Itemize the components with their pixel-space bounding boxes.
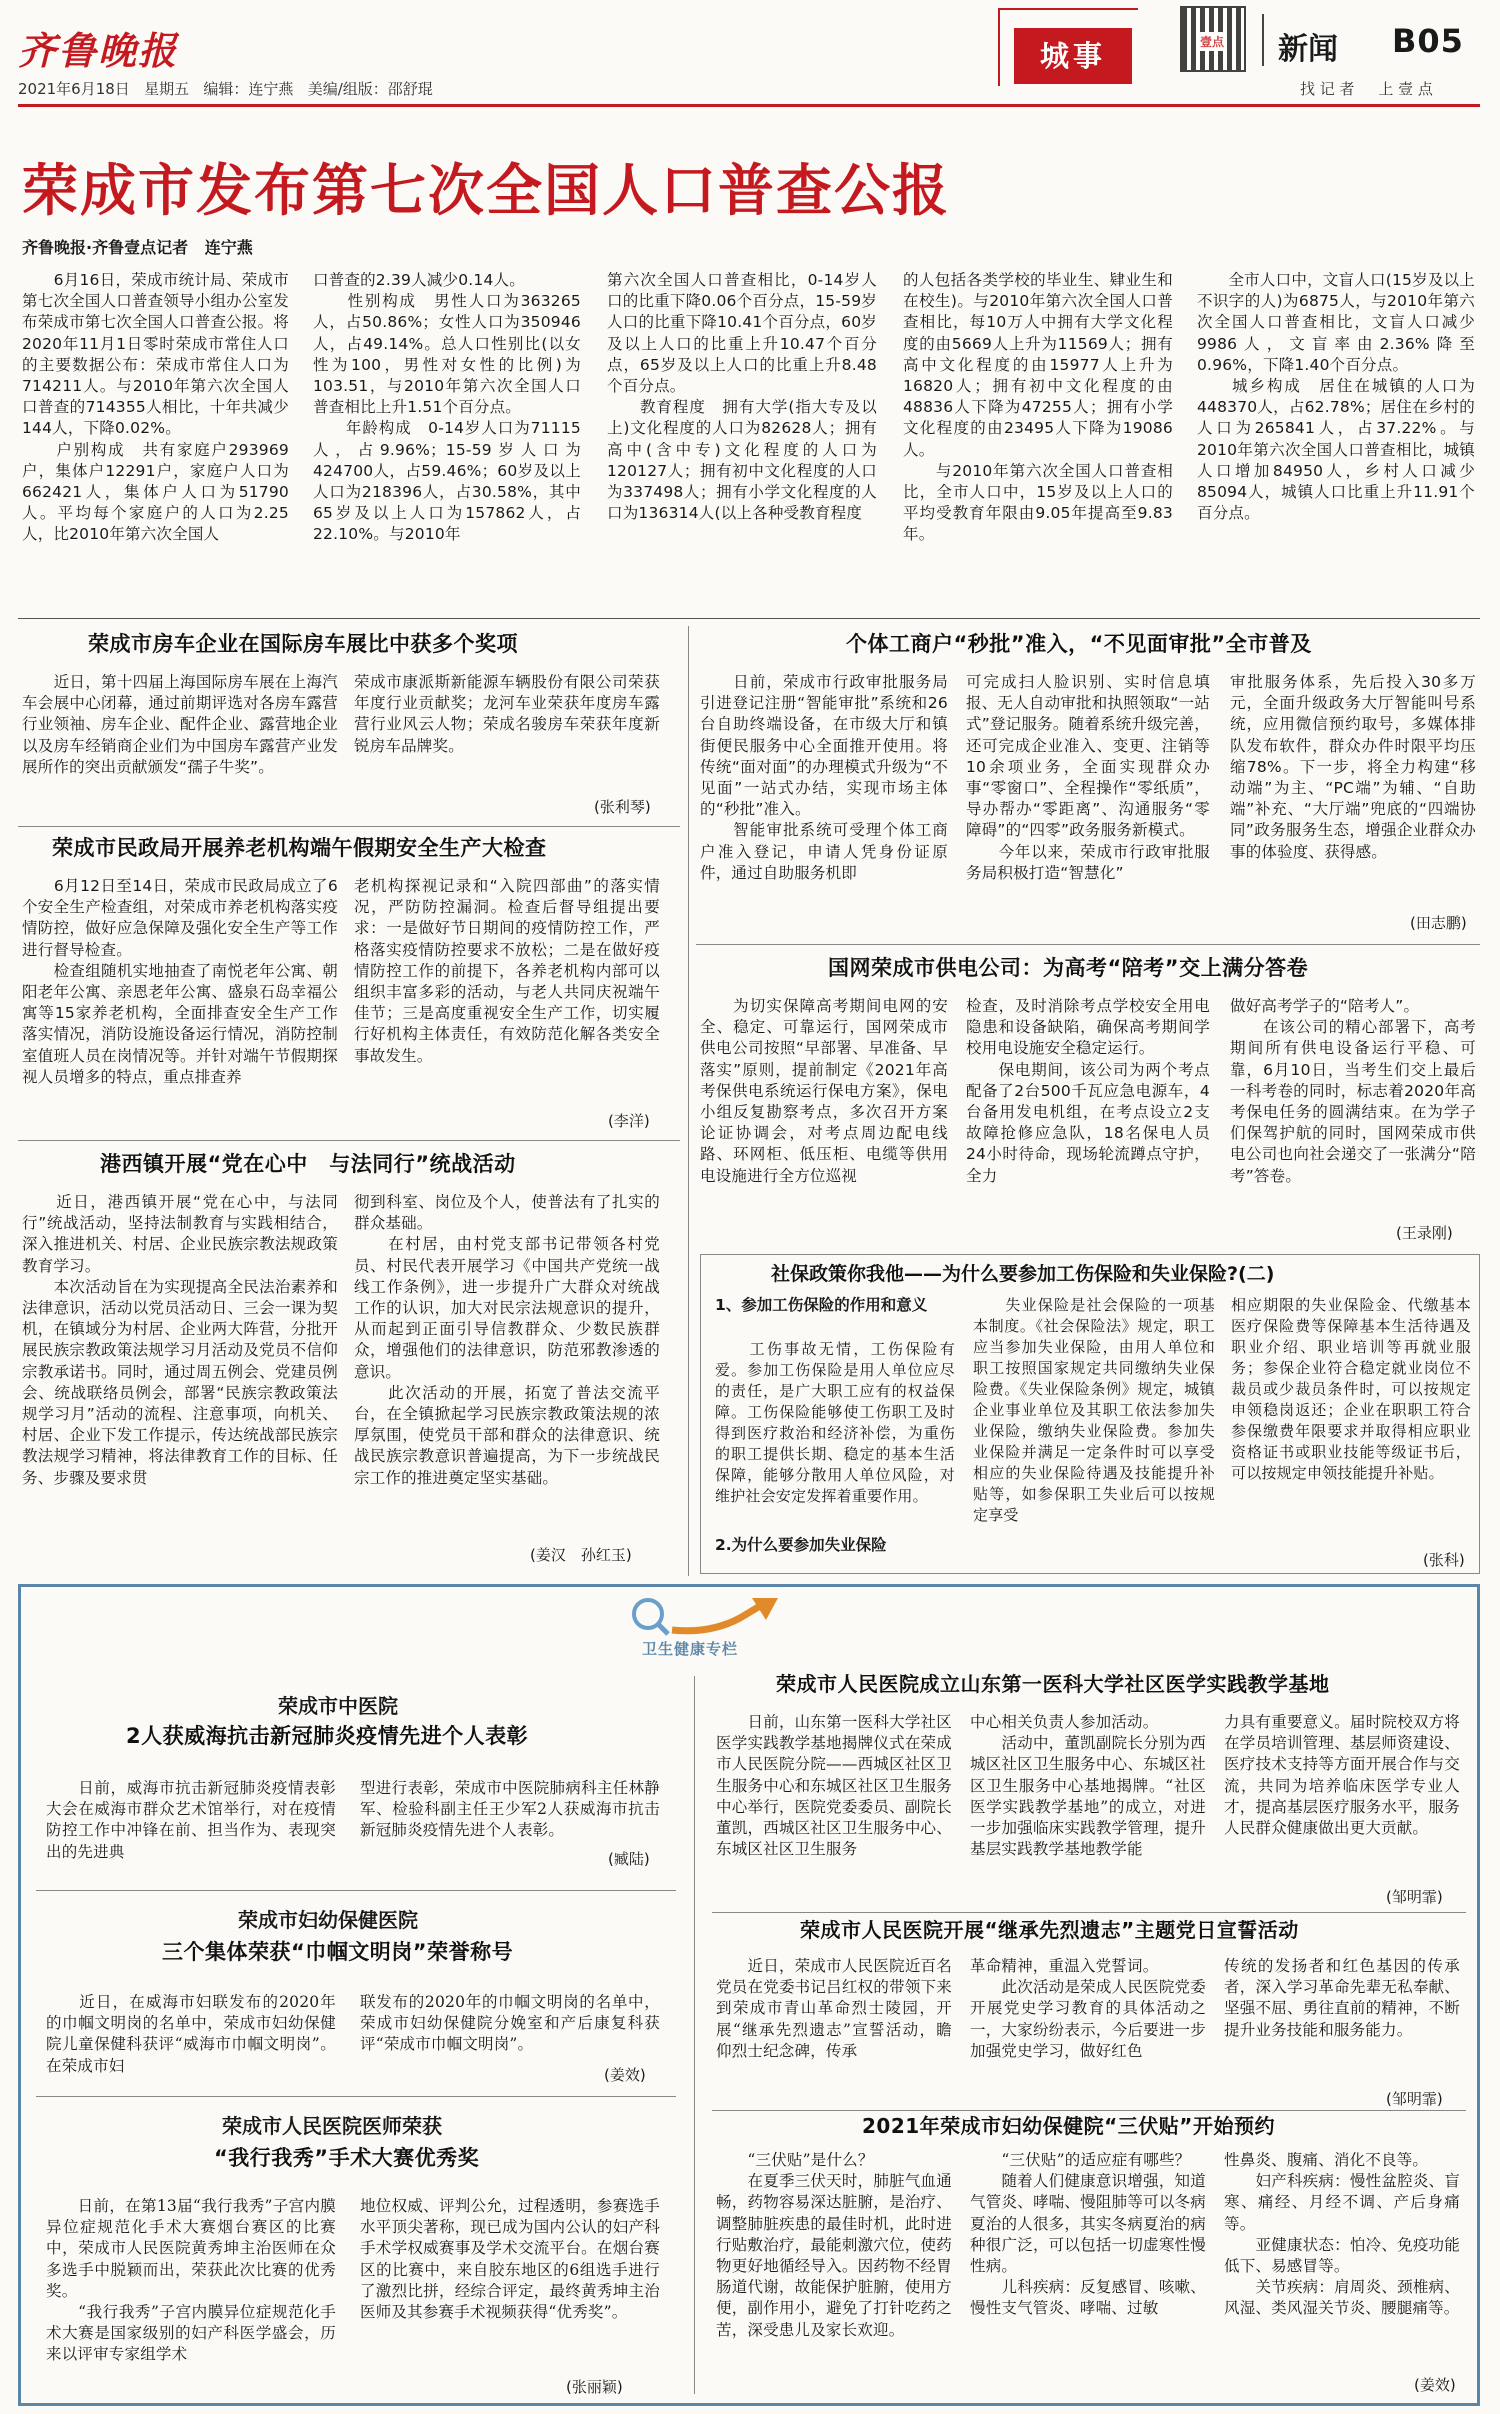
gangxi-col-1: 近日，港西镇开展“党在心中，与法同行”统战活动，坚持法制教育与实践相结合，深入推进机关、村居、企业民族宗教法规政策教育学习。 本次活动旨在为实现提高全民法治素养和法律意识，活动以党员活动日、三会一课为契机，在镇域分为村居、企业两大阵营，分批开展民族宗教政策法规学习月活动及党员不信仰宗教承诺书。同时，通过周五例会、党建员例会、统战联络员例会，部署“民族宗教政策法规学习月”活动的流程、注意事项，向机关、村居、企业下发工作提示，传达统战部民族宗教法规学习精神，将法律教育工作的目标、任务、步骤及要求贯: [22, 1193, 338, 1487]
hosp2-signature: (姜效): [604, 2066, 646, 2084]
slogan: 找 记 者 上 壹 点: [1300, 80, 1433, 98]
gangxi-signature: (姜汉 孙红玉): [530, 1546, 632, 1564]
right1-col-2: 中心相关负责人参加活动。 活动中，董凯副院长分别为西城区社区卫生服务中心、东城区社区卫生服务中心基地揭牌。“社区医学实践教学基地”的成立，对进一步加强临床实践教学管理，提升基层实践教学基地教学能: [970, 1713, 1206, 1859]
power-signature: (王录刚): [1396, 1224, 1453, 1242]
health-banner-label: 卫生健康专栏: [642, 1640, 739, 1658]
date-line: 2021年6月18日 星期五 编辑：连宁燕 美编/组版：邵舒琨: [18, 80, 433, 98]
right2-title: 荣成市人民医院开展“继承先烈遗志”主题党日宣誓活动: [800, 1918, 1299, 1942]
section-tag-label: 城事: [1014, 28, 1132, 84]
health-banner: [620, 1590, 798, 1660]
expo-col-1: 近日，第十四届上海国际房车展在上海汽车会展中心闭幕，通过前期评选对各房车露营行业领袖、房车企业、配件企业、露营地企业以及房车经销商企业们为中国房车露营产业发展所作的突出贡献颁发“孺子牛奖”。: [22, 673, 338, 776]
hosp2-kicker: 荣成市妇幼保健医院: [238, 1908, 418, 1932]
social-col-3: 相应期限的失业保险金、代缴基本医疗保险费等保障基本生活待遇及职业介绍、职业培训等再就业服务；参保企业符合稳定就业岗位不裁员或少裁员条件时，可以按规定申领稳岗返还；企业在职职工符合参保缴费年限要求并取得相应职业资格证书或职业技能等级证书后，可以按规定申领技能提升补贴。: [1231, 1296, 1471, 1482]
section-tag: [998, 8, 1138, 86]
divider: [36, 2096, 676, 2097]
right3-col-3: 性鼻炎、腹痛、消化不良等。 妇产科疾病：慢性盆腔炎、盲寒、痛经、月经不调、产后身痛等。 亚健康状态：怕冷、免疫功能低下、易感冒等。 关节疾病：肩周炎、颈椎病、风湿、类风湿关节炎、腰腿痛等。: [1224, 2151, 1460, 2318]
lead-col-2: 口普查的2.39人减少0.14人。 性别构成 男性人口为363265人，占50.86%；女性人口为350946人，占49.14%。总人口性别比(以女性为100，男性对女性的比例)为103.51，与2010年第六次全国人口普查相比上升1.51个百分点。 年龄构成 0-14岁人口为71115人，占9.96%；15-59岁人口为424700人，占59.46%；60岁及以上人口为218396人，占30.58%，其中65岁及以上人口为157862人，占22.10%。与2010年: [313, 271, 581, 544]
masthead-rule: [18, 104, 1480, 107]
lead-byline: 齐鲁晚报·齐鲁壹点记者 连宁燕: [22, 238, 253, 257]
social-title: 社保政策你我他——为什么要参加工伤保险和失业保险?(二): [771, 1263, 1275, 1285]
hosp1-signature: (臧陆): [608, 1850, 650, 1868]
civil-title: 荣成市民政局开展养老机构端午假期安全生产大检查: [52, 836, 547, 860]
social-subhead-2: 2.为什么要参加失业保险: [715, 1536, 887, 1554]
lead-bottom-rule: [18, 618, 1480, 619]
right2-col-2: 革命精神，重温入党誓词。 此次活动是荣成人民医院党委开展党史学习教育的具体活动之一，大家纷纷表示，今后要进一步加强党史学习，做好红色: [970, 1957, 1206, 2060]
business-col-2: 可完成扫人脸识别、实时信息填报、无人自动审批和执照领取“一站式”登记服务。随着系统升级完善，还可完成企业准入、变更、注销等10余项业务，全面实现群众办事“零窗口”、全程操作“零纸质”，导办帮办“零距离”、沟通服务“零障碍”的“四零”政务服务新模式。 今年以来，荣成市行政审批服务局积极打造“智慧化”: [966, 673, 1210, 882]
hosp1-col-1: 日前，威海市抗击新冠肺炎疫情表彰大会在威海市群众艺术馆举行，对在疫情防控工作中冲锋在前、担当作为、表现突出的先进典: [46, 1779, 336, 1861]
hosp1-title: 2人获威海抗击新冠肺炎疫情先进个人表彰: [126, 1724, 529, 1748]
right1-signature: (邹明霏): [1386, 1888, 1443, 1906]
hosp3-title: “我行我秀”手术大赛优秀奖: [214, 2146, 480, 2170]
gangxi-col-2: 彻到科室、岗位及个人，使普法有了扎实的群众基础。 在村居，由村党支部书记带领各村党员、村民代表开展学习《中国共产党统一战线工作条例》，进一步提升广大群众对统战工作的认识，加大对民宗法规意识的提升，从而起到正面引导信教群众、少数民族群众，增强他们的法律意识，防范邪教渗透的意识。 此次活动的开展，拓宽了普法交流平台，在全镇掀起学习民族宗教政策法规的浓厚氛围，使党员干部和群众的法律意识、统战民族宗教意识普遍提高，为下一步统战民宗工作的推进奠定坚实基础。: [354, 1193, 660, 1487]
hosp3-col-2: 地位权威、评判公允，过程透明，参赛选手水平顶尖著称，现已成为国内公认的妇产科手术学权威赛事及学术交流平台。在烟台赛区的比赛中，来自胶东地区的6组选手进行了激烈比拼，经综合评定，最终黄秀坤主治医师及其参赛手术视频获得“优秀奖”。: [360, 2197, 660, 2322]
civil-signature: (李洋): [608, 1112, 650, 1130]
right3-title: 2021年荣成市妇幼保健院“三伏贴”开始预约: [862, 2114, 1275, 2138]
right2-col-1: 近日，荣成市人民医院近百名党员在党委书记吕红权的带领下来到荣成市青山革命烈士陵园，开展“继承先烈遗志”宣誓活动，瞻仰烈士纪念碑，传承: [716, 1957, 952, 2060]
hosp3-signature: (张丽颖): [566, 2378, 623, 2396]
social-subhead-1: 1、参加工伤保险的作用和意义: [715, 1296, 928, 1314]
social-col-2: 失业保险是社会保险的一项基本制度。《社会保险法》规定，职工应当参加失业保险，由用人单位和职工按照国家规定共同缴纳失业保险费。《失业保险条例》规定，城镇企业事业单位及其职工依法参加失业保险，缴纳失业保险费。参加失业保险并满足一定条件时可以享受相应的失业保险待遇及技能提升补贴等，如参保职工失业后可以按规定享受: [973, 1296, 1215, 1524]
page-section: 新闻: [1278, 32, 1338, 67]
hosp2-col-1: 近日，在威海市妇联发布的2020年的巾帼文明岗的名单中，荣成市妇幼保健院儿童保健科获评“威海市巾帼文明岗”。在荣成市妇: [46, 1993, 336, 2075]
gangxi-title: 港西镇开展“党在心中 与法同行”统战活动: [100, 1152, 516, 1176]
right3-col-1: “三伏贴”是什么？ 在夏季三伏天时，肺脏气血通畅，药物容易深达脏腑，是治疗、调整肺脏疾患的最佳时机，此时进行贴敷治疗，最能刺激穴位，使药物更好地循经导入。因药物不经胃肠道代谢，故能保护脏腑，使用方便，副作用小，避免了打针吃药之苦，深受患儿及家长欢迎。: [716, 2151, 952, 2339]
social-signature: (张科): [1423, 1551, 1465, 1569]
divider: [18, 826, 680, 827]
hosp2-title: 三个集体荣获“巾帼文明岗”荣誉称号: [162, 1940, 514, 1964]
right3-signature: (姜效): [1414, 2376, 1456, 2394]
social-box: [700, 1254, 1480, 1574]
qr-code: [1180, 6, 1246, 72]
civil-col-1: 6月12日至14日，荣成市民政局成立了6个安全生产检查组，对荣成市养老机构落实疫情防控，做好应急保障及强化安全生产等工作进行督导检查。 检查组随机实地抽查了南悦老年公寓、朝阳老年公寓、亲恩老年公寓、盛泉石岛幸福公寓等15家养老机构，全面排查安全生产工作落实情况，消防设施设备运行情况，消防控制室值班人员在岗情况等。并针对端午节假期探视人员增多的特点，重点排查养: [22, 877, 338, 1086]
divider: [696, 944, 1480, 945]
right1-col-3: 力具有重要意义。届时院校双方将在学员培训管理、基层师资建设、医疗技术支持等方面开展合作与交流，共同为培养临床医学专业人才，提高基层医疗服务水平，服务人民群众健康做出更大贡献。: [1224, 1713, 1460, 1838]
divider: [712, 1912, 1466, 1913]
trend-arrow-icon: [620, 1590, 798, 1640]
power-col-1: 为切实保障高考期间电网的安全、稳定、可靠运行，国网荣成市供电公司按照“早部署、早准备、早落实”原则，提前制定《2021年高考保供电系统运行保电方案》，保电小组反复勘察考点，多次召开方案论证协调会，对考点周边配电线路、环网柜、低压柜、电缆等供用电设施进行全方位巡视: [700, 997, 948, 1185]
divider: [36, 1890, 676, 1891]
power-title: 国网荣成市供电公司：为高考“陪考”交上满分答卷: [828, 956, 1309, 980]
hosp3-kicker: 荣成市人民医院医师荣获: [222, 2114, 442, 2138]
center-divider: [688, 626, 689, 1576]
right1-title: 荣成市人民医院成立山东第一医科大学社区医学实践教学基地: [776, 1672, 1330, 1696]
hosp3-col-1: 日前，在第13届“我行我秀”子宫内膜异位症规范化手术大赛烟台赛区的比赛中，荣成市人民医院黄秀坤主治医师在众多选手中脱颖而出，荣获此次比赛的优秀奖。 “我行我秀”子宫内膜异位症规范化手术大赛是国家级别的妇产科医学盛会，历来以评审专家组学术: [46, 2197, 336, 2364]
expo-signature: (张利琴): [594, 798, 651, 816]
lead-title: 荣成市发布第七次全国人口普查公报: [22, 159, 950, 224]
business-col-3: 审批服务体系，先后投入30多万元，全面升级政务大厅智能叫号系统，应用微信预约取号，多媒体排队发布软件，群众办件时限平均压缩78%。下一步，将全力构建“移动端”为主、“PC端”为辅、“自助端”补充、“大厅端”兜底的“四端协同”政务服务生态，增强企业群众办事的体验度、获得感。: [1230, 673, 1476, 861]
expo-title: 荣成市房车企业在国际房车展比中获多个奖项: [88, 632, 518, 656]
expo-col-2: 荣成市康派斯新能源车辆股份有限公司荣获年度行业贡献奖；龙河车业荣获年度房车露营行业风云人物；荣成名骏房车荣获年度新锐房车品牌奖。: [354, 673, 660, 755]
header-divider: [1262, 14, 1264, 66]
lead-col-4: 的人包括各类学校的毕业生、肄业生和在校生)。与2010年第六次全国人口普查相比，每10万人中拥有大学文化程度的由5669人上升为11569人；拥有高中文化程度的由15977人上升为16820人；拥有初中文化程度的由48836人下降为47255人；拥有小学文化程度的由23495人下降为19086人。 与2010年第六次全国人口普查相比，全市人口中，15岁及以上人口的平均受教育年限由9.05年提高至9.83年。: [903, 271, 1173, 544]
business-title: 个体工商户“秒批”准入，“不见面审批”全市普及: [846, 632, 1312, 656]
divider: [712, 2110, 1466, 2111]
right1-col-1: 日前，山东第一医科大学社区医学实践教学基地揭牌仪式在荣成市人民医院分院——西城区社区卫生服务中心和东城区社区卫生服务中心举行，医院党委委员、副院长董凯，西城区社区卫生服务中心、东城区社区卫生服务: [716, 1713, 952, 1859]
lead-col-3: 第六次全国人口普查相比，0-14岁人口的比重下降0.06个百分点，15-59岁人口的比重下降10.41个百分点，60岁及以上人口的比重上升10.47个百分点，65岁及以上人口的比重上升8.48个百分点。 教育程度 拥有大学(指大专及以上)文化程度的人口为82628人；拥有高中(含中专)文化程度的人口为120127人；拥有初中文化程度的人口为337498人；拥有小学文化程度的人口为136314人(以上各种受教育程度: [607, 271, 877, 523]
newspaper-logo: 齐鲁晚报: [18, 28, 179, 73]
lead-col-5: 全市人口中，文盲人口(15岁及以上不识字的人)为6875人，与2010年第六次全国人口普查相比，文盲人口减少9986人，文盲率由2.36%降至0.96%，下降1.40个百分点。 城乡构成 居住在城镇的人口为448370人，占62.78%；居住在乡村的人口为265841人，占37.22%。与2010年第六次全国人口普查相比，城镇人口增加84950人，乡村人口减少85094人，城镇人口比重上升11.91个百分点。: [1197, 271, 1475, 523]
hosp1-kicker: 荣成市中医院: [278, 1694, 398, 1718]
masthead: [0, 0, 1500, 110]
business-signature: (田志鹏): [1410, 914, 1467, 932]
qr-label: 壹点: [1198, 32, 1226, 51]
right3-col-2: “三伏贴”的适应症有哪些？ 随着人们健康意识增强，知道气管炎、哮喘、慢阻肺等可以冬病夏治的人很多，其实冬病夏治的病种很广泛，可以包括一切虚寒性慢性病。 儿科疾病：反复感冒、咳嗽、慢性支气管炎、哮喘、过敏: [970, 2151, 1206, 2318]
civil-col-2: 老机构探视记录和“入院四部曲”的落实情况，严防防控漏洞。检查后督导组提出要求：一是做好节日期间的疫情防控工作，严格落实疫情防控要求不放松；二是在做好疫情防控工作的前提下，各养老机构内部可以组织丰富多彩的活动，与老人共同庆祝端午佳节；三是高度重视安全生产工作，切实履行好机构主体责任，有效防范化解各类安全事故发生。: [354, 877, 660, 1065]
hosp1-col-2: 型进行表彰，荣成市中医院肺病科主任林静军、检验科副主任王少军2人获威海市抗击新冠肺炎疫情先进个人表彰。: [360, 1779, 660, 1840]
right2-signature: (邹明霏): [1386, 2090, 1443, 2108]
page-number: B05: [1392, 22, 1464, 60]
social-col-1: 工伤事故无情，工伤保险有爱。参加工伤保险是用人单位应尽的责任，是广大职工应有的权益保障。工伤保险能够使工伤职工及时得到医疗救治和经济补偿，为重伤的职工提供长期、稳定的基本生活保障，能够分散用人单位风险，对维护社会安定发挥着重要作用。: [715, 1340, 955, 1505]
divider: [18, 1140, 680, 1141]
hosp2-col-2: 联发布的2020年的巾帼文明岗的名单中，荣成市妇幼保健院分娩室和产后康复科获评“荣成市巾帼文明岗”。: [360, 1993, 660, 2054]
power-col-2: 检查，及时消除考点学校安全用电隐患和设备缺陷，确保高考期间学校用电设施安全稳定运行。 保电期间，该公司为两个考点配备了2台500千瓦应急电源车，4台备用发电机组，在考点设立2支故障抢修应急队，18名保电人员24小时待命，现场轮流蹲点守护，全力: [966, 997, 1210, 1185]
business-col-1: 日前，荣成市行政审批服务局引进登记注册“智能审批”系统和26台自助终端设备，在市级大厅和镇街便民服务中心全面推开使用。将传统“面对面”的办理模式升级为“不见面”一站式办结，实现市场主体的“秒批”准入。 智能审批系统可受理个体工商户准入登记，申请人凭身份证原件，通过自助服务机即: [700, 673, 948, 882]
power-col-3: 做好高考学子的“陪考人”。 在该公司的精心部署下，高考期间所有供电设备运行平稳、可靠，6月10日，当考生们交上最后一科考卷的同时，标志着2020年高考保电任务的圆满结束。在为学子们保驾护航的同时，国网荣成市供电公司也向社会递交了一张满分“陪考”答卷。: [1230, 997, 1476, 1185]
right2-col-3: 传统的发扬者和红色基因的传承者，深入学习革命先辈无私奉献、坚强不屈、勇往直前的精神，不断提升业务技能和服务能力。: [1224, 1957, 1460, 2039]
health-center-divider: [694, 1676, 695, 2394]
lead-col-1: 6月16日，荣成市统计局、荣成市第七次全国人口普查领导小组办公室发布荣成市第七次全国人口普查公报。将2020年11月1日零时荣成市常住人口的主要数据公布：荣成市常住人口为714211人。与2010年第六次全国人口普查的714355人相比，十年共减少144人，下降0.02%。 户别构成 共有家庭户293969户，集体户12291户，家庭户人口为662421人，集体户人口为51790人。平均每个家庭户的人口为2.25人，比2010年第六次全国人: [22, 271, 289, 544]
